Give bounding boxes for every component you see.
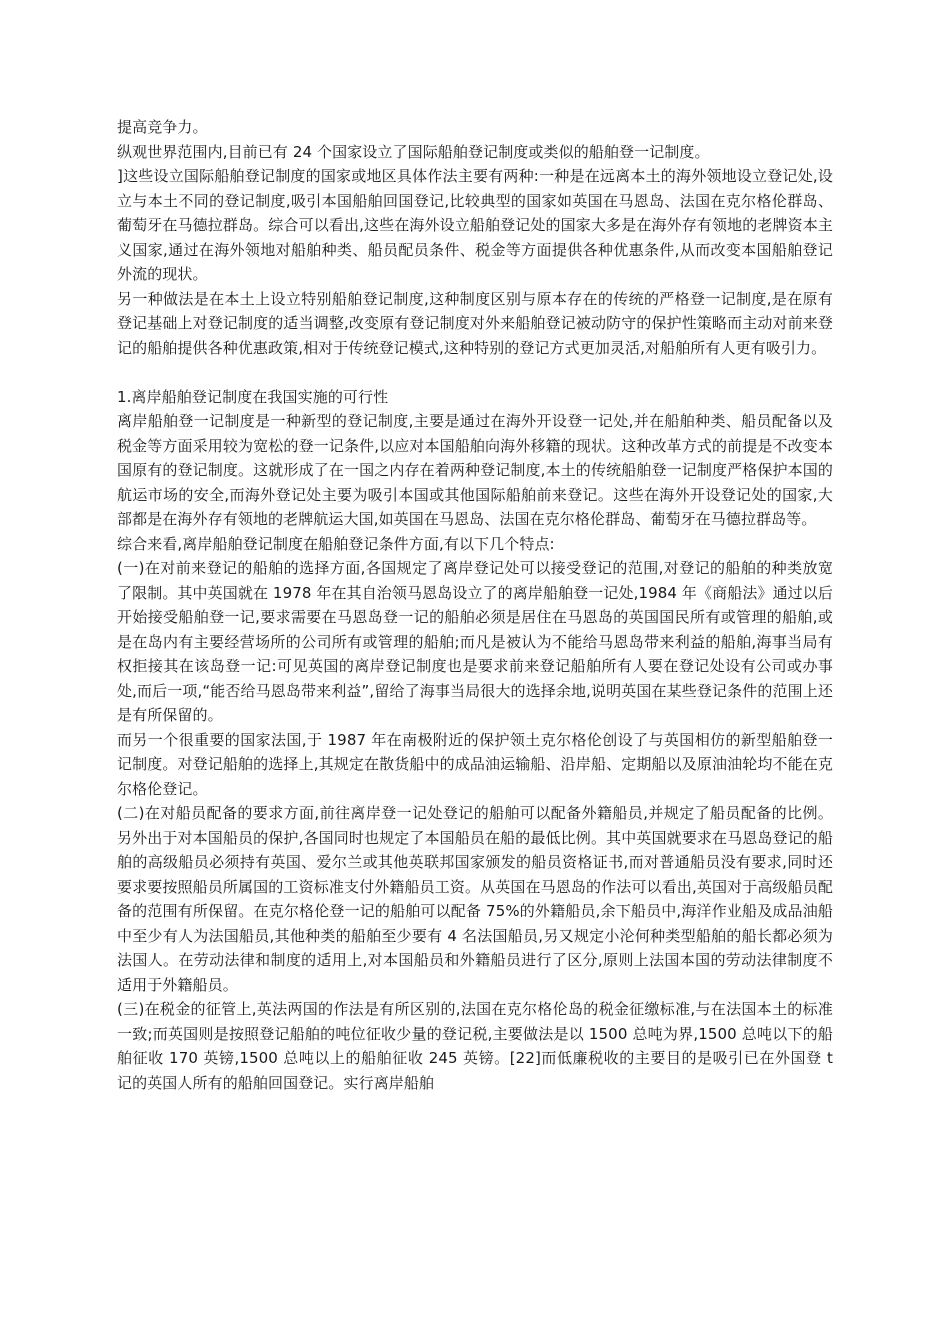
document-body [117,115,833,1095]
paragraph-feature-1: (一)在对前来登记的船舶的选择方面,各国规定了离岸登记处可以接受登记的范围,对登记的船舶的种类放宽了限制。其中英国就在 1978 年在其自治领马恩岛设立了的离岸船舶登一记处,1984 年《商船法》通过以后开始接受船舶登一记,要求需要在马恩岛登一记的船舶必须是居住在马恩岛的英国国民所有或管理的船舶,或是在岛内有主要经营场所的公司所有或管理的船舶;而凡是被认为不能给马恩岛带来利益的船舶,海事当局有权拒接其在该岛登一记:可见英国的离岸登记制度也是要求前来登记船舶所有人要在登记处设有公司或办事处,而后一项,“能否给马恩岛带来利益”,留给了海事当局很大的选择余地,说明英国在某些登记条件的范围上还是有所保留的。 [117,559,833,724]
section-heading: 1.离岸船舶登记制度在我国实施的可行性 [117,387,389,406]
paragraph-spacer [117,360,833,385]
paragraph-overview: 纵观世界范围内,目前已有 24 个国家设立了国际船舶登记制度或类似的船舶登一记制度。 [117,142,710,161]
paragraph-feature-2: (二)在对船员配备的要求方面,前往离岸登一记处登记的船舶可以配备外籍船员,并规定了船员配备的比例。另外出于对本国船员的保护,各国同时也规定了本国船员在船的最低比例。其中英国就要求在马恩岛登记的船舶的高级船员必须持有英国、爱尔兰或其他英联邦国家颁发的船员资格证书,而对普通船员没有要求,同时还要求要按照船员所属国的工资标准支付外籍船员工资。从英国在马恩岛的作法可以看出,英国对于高级船员配备的范围有所保留。在克尔格伦登一记的船舶可以配备 75%的外籍船员,余下船员中,海洋作业船及成品油船中至少有人为法国船员,其他种类的船舶至少要有 4 名法国船员,另又规定小沦何种类型船舶的船长都必须为法国人。在劳动法律和制度的适用上,对本国船员和外籍船员进行了区分,原则上法国本国的劳动法律制度不适用于外籍船员。 [117,804,833,994]
paragraph-special-registry: 另一种做法是在本土上设立特别船舶登记制度,这种制度区别与原本存在的传统的严格登一记制度,是在原有登记基础上对登记制度的适当调整,改变原有登记制度对外来船舶登记被动防守的保护性策略而主动对前来登记的船舶提供各种优惠政策,相对于传统登记模式,这种特别的登记方式更加灵活,对船舶所有人更有吸引力。 [117,289,833,357]
paragraph-offshore-definition: 离岸船舶登一记制度是一种新型的登记制度,主要是通过在海外开设登一记处,并在船舶种类、船员配备以及税金等方面采用较为宽松的登一记条件,以应对本国船舶向海外移籍的现状。这种改革方式的前提是不改变本国原有的登记制度。这就形成了在一国之内存在着两种登记制度,本土的传统船舶登一记制度严格保护本国的航运市场的安全,而海外登记处主要为吸引本国或其他国际船舶前来登记。这些在海外开设登记处的国家,大部都是在海外存有领地的老牌航运大国,如英国在马恩岛、法国在克尔格伦群岛、葡萄牙在马德拉群岛等。 [117,412,833,528]
paragraph-features-intro: 综合来看,离岸船舶登记制度在船舶登记条件方面,有以下几个特点: [117,534,555,553]
paragraph-feature-3: (三)在税金的征管上,英法两国的作法是有所区别的,法国在克尔格伦岛的税金征缴标准,与在法国本土的标准一致;而英国则是按照登记船舶的吨位征收少量的登记税,主要做法是以 1500 总吨为界,1500 总吨以下的船舶征收 170 英镑,1500 总吨以上的船舶征收 245 英镑。[22]而低廉税收的主要目的是吸引已在外国登 t 记的英国人所有的船舶回国登记。实行离岸船舶 [117,1000,833,1092]
paragraph-france: 而另一个很重要的国家法国,于 1987 年在南极附近的保护领土克尔格伦创设了与英国相仿的新型船舶登一记制度。对登记船舶的选择上,其规定在散货船中的成品油运输船、沿岸船、定期船以及原油油轮均不能在克尔格伦登记。 [117,730,833,798]
paragraph-two-approaches: ]这些设立国际船舶登记制度的国家或地区具体作法主要有两种:一种是在远离本土的海外领地设立登记处,设立与本土不同的登记制度,吸引本国船舶回国登记,比较典型的国家如英国在马恩岛、法国在克尔格伦群岛、葡萄牙在马德拉群岛。综合可以看出,这些在海外设立船舶登记处的国家大多是在海外存有领地的老牌资本主义国家,通过在海外领地对船舶种类、船员配员条件、税金等方面提供各种优惠条件,从而改变本国船舶登记外流的现状。 [117,167,833,283]
paragraph-intro-end: 提高竞争力。 [117,118,208,136]
